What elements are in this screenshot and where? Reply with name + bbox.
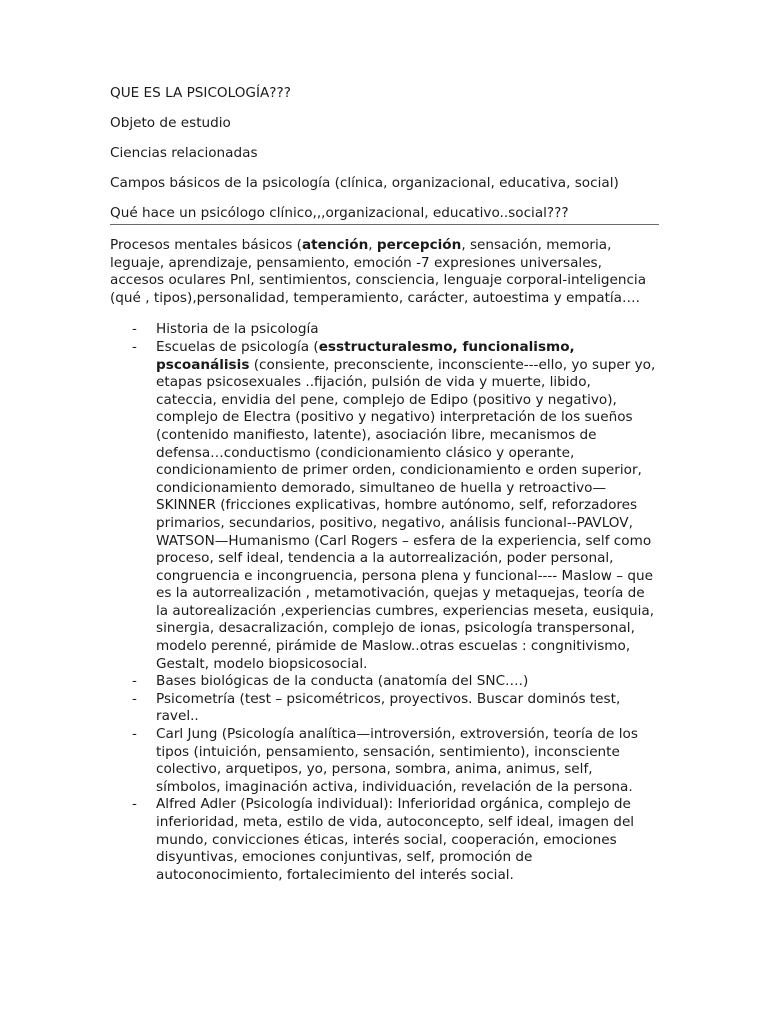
list-item-text: Historia de la psicología xyxy=(156,321,319,338)
heading-que-es-psicologia: QUE ES LA PSICOLOGÍA??? xyxy=(110,85,291,101)
list-item-text: Carl Jung (Psicología analítica—introversión, extroversión, teoría de los tipos (intuición, pensamiento, sensación, sentimiento), inconsciente colectivo, arquetipos, yo, persona, sombra, anima, animus, self, símbolos, imaginación activa, individuación, revelación de la persona. xyxy=(156,726,638,795)
heading-campos-basicos: Campos básicos de la psicología (clínica, organizacional, educativa, social) xyxy=(110,175,619,191)
intro-text-3: , sensación, memoria, leguaje, aprendizaje, pensamiento, emoción -7 expresiones universales, accesos oculares Pnl, sentimientos, consciencia, lenguaje corporal-inteligencia (qué , tipos),personalidad, temperamiento, carácter, autoestima y empatía…. xyxy=(110,237,647,306)
list-dash: - xyxy=(132,321,137,338)
intro-text-1: Procesos mentales básicos ( xyxy=(110,237,302,253)
list-item-text-post: (consiente, preconsciente, inconsciente---ello, yo super yo, etapas psicosexuales ..fijación, pulsión de vida y muerte, libido, cateccia, envidia del pene, complejo de Edipo (positivo y negativo), complejo de Electra (positivo y negativo) interpretación de los sueños (contenido manifiesto, latente), asociación libre, mecanismos de defensa…conductismo (condicionamiento clásico y operante, condicionamiento de primer orden, condicionamiento e orden superior, condicionamiento demorado, simultaneo de huella y retroactivo—SKINNER (fricciones explicativas, hombre autónomo, self, reforzadores primarios, secundarios, positivo, negativo, análisis funcional--PAVLOV, WATSON—Humanismo (Carl Rogers – esfera de la experiencia, self como proceso, self ideal, tendencia a la autorrealización, poder personal, congruencia e incongruencia, persona plena y funcional---- Maslow – que es la autorrealización , metamotivación, quejas y metaquejas, teoría de la autorealización ,experiencias cumbres, experiencias meseta, eusiquia, sinergia, desacralización, complejo de ionas, psicología transpersonal, modelo perenné, pirámide de Maslow..otras escuelas : congnitivismo, Gestalt, modelo biopsicosocial. xyxy=(156,356,656,672)
list-item-text: Psicometría (test – psicométricos, proyectivos. Buscar dominós test, ravel.. xyxy=(156,690,621,725)
list-item-text: Bases biológicas de la conducta (anatomía del SNC….) xyxy=(156,673,529,690)
list-item-text-bold: esstructuralesmo, funcionalismo, pscoanálisis xyxy=(156,338,575,373)
list-dash: - xyxy=(132,796,137,813)
list-item-text: Alfred Adler (Psicología individual): Inferioridad orgánica, complejo de inferioridad, meta, estilo de vida, autoconcepto, self ideal, imagen del mundo, convicciones éticas, interés social, cooperación, emociones disyuntivas, emociones conjuntivas, self, promoción de autoconocimiento, fortalecimiento del interés social. xyxy=(156,796,635,883)
list-dash: - xyxy=(132,338,137,355)
list-dash: - xyxy=(132,673,137,690)
list-item-psicometria xyxy=(110,691,656,726)
topics-list xyxy=(110,321,660,884)
list-item-bases-biologicas xyxy=(110,673,656,691)
list-dash: - xyxy=(132,690,137,707)
list-item-escuelas xyxy=(110,339,656,673)
list-item-text-pre: Escuelas de psicología ( xyxy=(156,338,319,355)
heading-que-hace-psicologo: Qué hace un psicólogo clínico,,,organizacional, educativo..social??? xyxy=(110,204,659,225)
intro-bold-percepcion: percepción xyxy=(376,237,462,253)
list-item-carl-jung xyxy=(110,726,656,796)
heading-ciencias-relacionadas: Ciencias relacionadas xyxy=(110,145,258,161)
document-page xyxy=(110,84,660,884)
list-item-historia xyxy=(110,321,656,339)
intro-text-2: , xyxy=(368,237,377,253)
heading-objeto-de-estudio: Objeto de estudio xyxy=(110,115,231,131)
list-dash: - xyxy=(132,726,137,743)
intro-paragraph xyxy=(110,237,650,307)
list-item-alfred-adler xyxy=(110,796,656,884)
intro-bold-atencion: atención xyxy=(301,237,369,253)
